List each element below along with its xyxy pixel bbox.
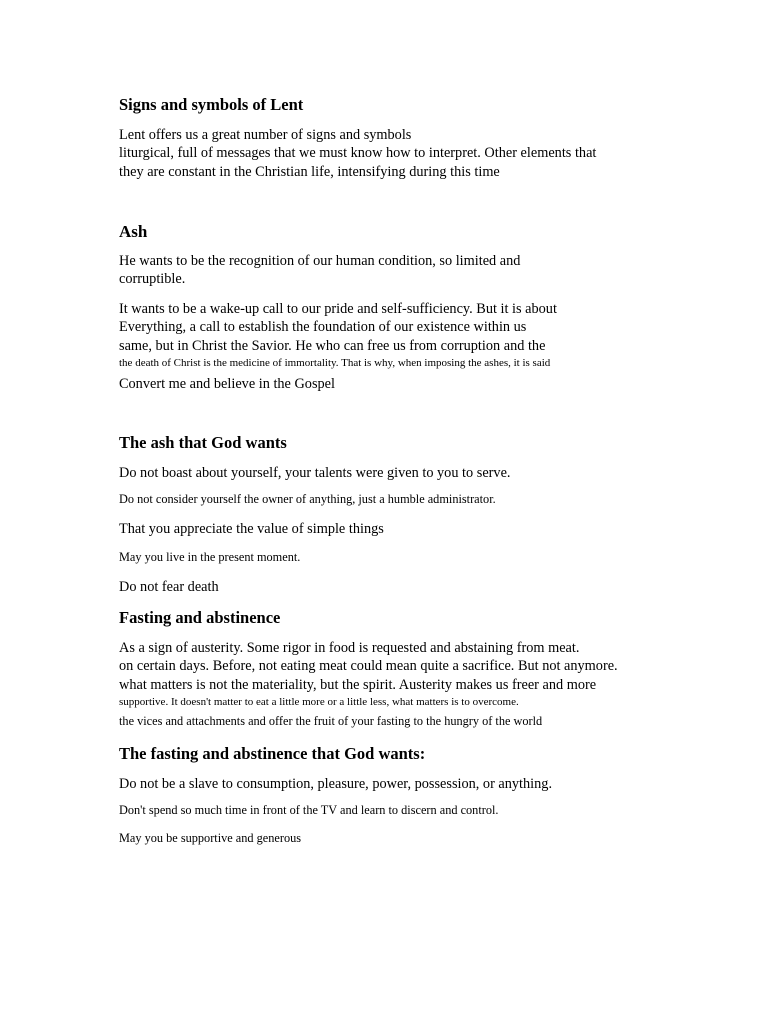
heading-fasting-god-wants: The fasting and abstinence that God wants: [119, 744, 426, 763]
ash-line-3: It wants to be a wake-up call to our pride and self-sufficiency. But it is about [119, 301, 557, 317]
ash-line-6: the death of Christ is the medicine of immortality. That is why, when imposing the ashes, it is said [119, 357, 551, 369]
ash-line-7: Convert me and believe in the Gospel [119, 376, 335, 392]
ash-line-2: corruptible. [119, 271, 186, 287]
ash-god-line-4: May you live in the present moment. [119, 550, 301, 564]
fasting-god-line-3: May you be supportive and generous [119, 831, 302, 845]
fasting-line-4: supportive. It doesn't matter to eat a little more or a little less, what matters is to overcome. [119, 696, 519, 708]
fasting-line-3: what matters is not the materiality, but the spirit. Austerity makes us freer and more [119, 677, 597, 693]
ash-god-line-5: Do not fear death [119, 579, 219, 595]
ash-god-line-1: Do not boast about yourself, your talents were given to you to serve. [119, 465, 511, 481]
signs-line-2: liturgical, full of messages that we must know how to interpret. Other elements that [119, 145, 597, 161]
ash-line-5: same, but in Christ the Savior. He who can free us from corruption and the [119, 338, 546, 354]
heading-ash: Ash [119, 222, 148, 241]
signs-line-1: Lent offers us a great number of signs and symbols [119, 127, 412, 143]
fasting-god-line-2: Don't spend so much time in front of the TV and learn to discern and control. [119, 803, 499, 817]
ash-line-4: Everything, a call to establish the foundation of our existence within us [119, 319, 527, 335]
ash-god-line-3: That you appreciate the value of simple things [119, 521, 384, 537]
fasting-line-1: As a sign of austerity. Some rigor in food is requested and abstaining from meat. [119, 640, 580, 656]
heading-signs-and-symbols: Signs and symbols of Lent [119, 95, 304, 114]
ash-god-line-2: Do not consider yourself the owner of anything, just a humble administrator. [119, 492, 496, 506]
heading-fasting-abstinence: Fasting and abstinence [119, 608, 281, 627]
signs-line-3: they are constant in the Christian life, intensifying during this time [119, 164, 500, 180]
fasting-god-line-1: Do not be a slave to consumption, pleasure, power, possession, or anything. [119, 776, 553, 792]
fasting-line-2: on certain days. Before, not eating meat could mean quite a sacrifice. But not anymore. [119, 658, 618, 674]
heading-ash-god-wants: The ash that God wants [119, 433, 287, 452]
fasting-line-5: the vices and attachments and offer the fruit of your fasting to the hungry of the world [119, 714, 543, 728]
ash-line-1: He wants to be the recognition of our human condition, so limited and [119, 253, 521, 269]
